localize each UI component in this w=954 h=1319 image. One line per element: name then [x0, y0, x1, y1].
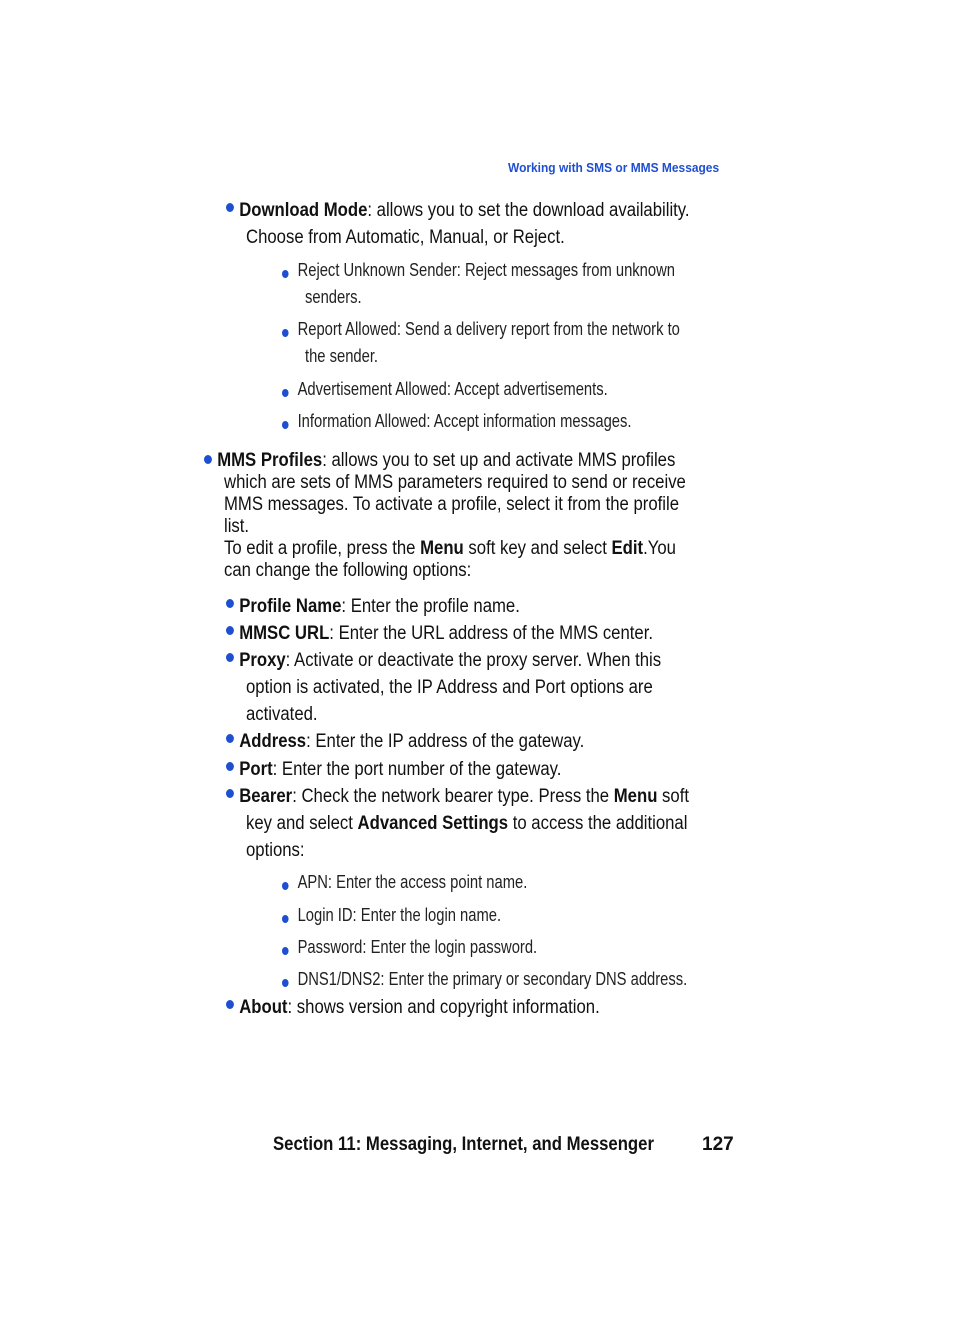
- bullet-icon: [282, 947, 289, 955]
- download-mode-line2: Choose from Automatic, Manual, or Reject.: [246, 227, 565, 248]
- list-item-cont: senders.: [305, 287, 362, 307]
- bullet-icon: [226, 653, 234, 662]
- download-mode-item: [226, 197, 690, 224]
- bullet-icon: [226, 599, 234, 608]
- list-item: Report Allowed: Send a delivery report from the network to: [282, 316, 680, 343]
- option-bearer-line3: options:: [246, 840, 305, 861]
- bullet-icon: [282, 389, 289, 397]
- list-item: Advertisement Allowed: Accept advertisements.: [282, 376, 608, 403]
- bullet-icon: [226, 734, 234, 743]
- mms-profiles-term: MMS Profiles: [217, 450, 323, 471]
- option-proxy: Proxy: Activate or deactivate the proxy server. When this: [226, 647, 661, 674]
- bullet-icon: [282, 882, 289, 890]
- option-profile-name: Profile Name: Enter the profile name.: [226, 593, 520, 620]
- option-bearer: Bearer: Check the network bearer type. Press the Menu soft: [226, 783, 689, 810]
- bullet-icon: [226, 1000, 234, 1009]
- list-item: Login ID: Enter the login name.: [282, 902, 501, 929]
- download-mode-desc: : allows you to set the download availability.: [367, 200, 690, 221]
- option-mmsc-url: MMSC URL: Enter the URL address of the MMS center.: [226, 620, 653, 647]
- list-item: DNS1/DNS2: Enter the primary or secondary DNS address.: [282, 966, 687, 993]
- list-item: Reject Unknown Sender: Reject messages from unknown: [282, 257, 675, 284]
- bullet-icon: [282, 270, 289, 278]
- bullet-icon: [226, 789, 234, 798]
- bullet-icon: [282, 979, 289, 987]
- footer-section-title: Section 11: Messaging, Internet, and Messenger: [273, 1134, 654, 1155]
- mms-profiles-line4: list.: [224, 516, 250, 537]
- download-mode-term: Download Mode: [239, 200, 368, 221]
- option-about: About: shows version and copyright information.: [226, 994, 600, 1021]
- page-number: 127: [702, 1134, 734, 1155]
- bullet-icon: [282, 915, 289, 923]
- list-item-cont: the sender.: [305, 346, 379, 366]
- option-port: Port: Enter the port number of the gateway.: [226, 756, 561, 783]
- bullet-icon: [204, 455, 212, 464]
- option-proxy-line2: option is activated, the IP Address and Port options are: [246, 677, 653, 698]
- bullet-icon: [226, 762, 234, 771]
- option-bearer-line2: key and select Advanced Settings to access the additional: [246, 813, 688, 834]
- list-item: Password: Enter the login password.: [282, 934, 537, 961]
- mms-profiles-line5: To edit a profile, press the Menu soft key and select Edit.You: [224, 538, 676, 559]
- list-item: Information Allowed: Accept information messages.: [282, 408, 631, 435]
- mms-profiles-line6: can change the following options:: [224, 560, 472, 581]
- list-item: APN: Enter the access point name.: [282, 869, 527, 896]
- mms-profiles-line3: MMS messages. To activate a profile, select it from the profile: [224, 494, 680, 515]
- option-address: Address: Enter the IP address of the gateway.: [226, 728, 584, 755]
- running-header: Working with SMS or MMS Messages: [508, 160, 720, 175]
- option-proxy-line3: activated.: [246, 704, 318, 725]
- bullet-icon: [282, 329, 289, 337]
- bullet-icon: [226, 626, 234, 635]
- mms-profiles-line2: which are sets of MMS parameters required to send or receive: [224, 472, 686, 493]
- mms-profiles-line1: MMS Profiles: allows you to set up and activate MMS profiles: [204, 450, 675, 472]
- bullet-icon: [282, 421, 289, 429]
- bullet-icon: [226, 203, 234, 212]
